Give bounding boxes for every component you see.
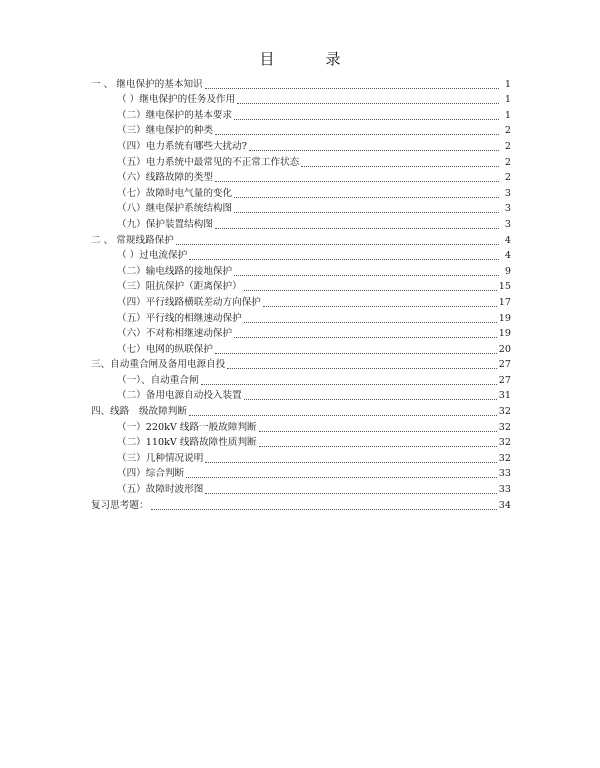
toc-entry-label: 一 、 继电保护的基本知识: [91, 78, 203, 90]
toc-entry-label: （二）110kV 线路故障性质判断: [117, 437, 257, 449]
toc-dot-leader: [227, 356, 496, 369]
toc-entry-label: （四）综合判断: [117, 468, 185, 480]
toc-subsection-entry: [91, 480, 511, 496]
toc-subsection-entry: [91, 434, 511, 450]
toc-entry-label: （七）电网的纵联保护: [117, 343, 213, 355]
toc-entry-page-number: 4: [504, 234, 511, 246]
toc-subsection-entry: [91, 371, 511, 387]
toc-entry-page-number: 1: [504, 78, 511, 90]
toc-dot-leader: [186, 465, 497, 478]
toc-entry-label: （ ）过电流保护: [117, 250, 188, 262]
toc-entry-label: （六）线路故障的类型: [117, 172, 213, 184]
toc-dot-leader: [189, 403, 497, 416]
toc-entry-page-number: 32: [498, 421, 511, 433]
toc-subsection-entry: [91, 122, 511, 138]
toc-dot-leader: [263, 294, 497, 307]
toc-subsection-entry: [91, 169, 511, 185]
toc-entry-page-number: 2: [504, 125, 511, 137]
toc-subsection-entry: [91, 153, 511, 169]
toc-entry-page-number: 2: [504, 172, 511, 184]
toc-dot-leader: [234, 107, 499, 120]
toc-subsection-entry: [91, 215, 511, 231]
toc-entry-label: （一）220kV 线路一般故障判断: [117, 421, 257, 433]
toc-entry-label: （三）继电保护的种类: [117, 125, 213, 137]
toc-entry-page-number: 33: [498, 484, 511, 496]
toc-dot-leader: [205, 450, 496, 463]
toc-entry-label: （一）、自动重合闸: [117, 374, 199, 386]
toc-dot-leader: [189, 247, 499, 260]
toc-entry-label: （三）几种情况说明: [117, 452, 204, 464]
toc-subsection-entry: [91, 340, 511, 356]
toc-entry-label: （二）备用电源自动投入装置: [117, 390, 242, 402]
toc-entry-label: （四）平行线路横联差动方向保护: [117, 296, 261, 308]
toc-dot-leader: [215, 216, 499, 229]
toc-entry-page-number: 2: [504, 156, 511, 168]
toc-entry-page-number: 3: [504, 187, 511, 199]
toc-entry-page-number: 32: [498, 406, 511, 418]
toc-subsection-entry: [91, 325, 511, 341]
toc-subsection-entry: [91, 137, 511, 153]
toc-section-entry: [91, 231, 511, 247]
toc-entry-page-number: 31: [498, 390, 511, 402]
toc-subsection-entry: [91, 449, 511, 465]
toc-entry-label: 复习思考题：: [91, 499, 149, 511]
toc-entry-label: （七）故障时电气量的变化: [117, 187, 233, 199]
toc-subsection-entry: [91, 184, 511, 200]
toc-entry-page-number: 2: [504, 140, 511, 152]
toc-dot-leader: [205, 76, 499, 89]
toc-subsection-entry: [91, 106, 511, 122]
toc-subsection-entry: [91, 262, 511, 278]
toc-entry-page-number: 20: [498, 343, 511, 355]
toc-dot-leader: [249, 138, 499, 151]
toc-dot-leader: [259, 419, 497, 432]
toc-subsection-entry: [91, 465, 511, 481]
toc-subsection-entry: [91, 91, 511, 107]
toc-subsection-entry: [91, 418, 511, 434]
table-of-contents: [91, 75, 511, 512]
toc-entry-label: （五）电力系统中最常见的不正常工作状态: [117, 156, 300, 168]
toc-dot-leader: [215, 341, 497, 354]
toc-dot-leader: [176, 232, 499, 245]
toc-entry-label: （九）保护装置结构图: [117, 218, 213, 230]
toc-dot-leader: [151, 497, 497, 510]
toc-entry-label: 三、自动重合闸及备用电源自投: [91, 359, 226, 371]
toc-entry-label: （三）阻抗保护（距离保护）: [117, 281, 242, 293]
toc-entry-page-number: 27: [498, 374, 511, 386]
toc-entry-label: 二 、 常规线路保护: [91, 234, 174, 246]
toc-dot-leader: [244, 310, 497, 323]
toc-dot-leader: [234, 263, 499, 276]
toc-dot-leader: [234, 185, 499, 198]
toc-dot-leader: [201, 372, 497, 385]
toc-subsection-entry: [91, 293, 511, 309]
toc-entry-label: 四、线路 级故障判断: [91, 406, 187, 418]
toc-subsection-entry: [91, 387, 511, 403]
toc-entry-label: （二）输电线路的接地保护: [117, 265, 233, 277]
toc-entry-page-number: 19: [498, 312, 511, 324]
toc-dot-leader: [234, 200, 499, 213]
toc-entry-page-number: 32: [498, 437, 511, 449]
toc-entry-page-number: 34: [498, 499, 511, 511]
toc-dot-leader: [215, 122, 499, 135]
toc-entry-label: （五）平行线的相继速动保护: [117, 312, 242, 324]
toc-dot-leader: [205, 481, 496, 494]
toc-entry-label: （六）不对称相继速动保护: [117, 328, 233, 340]
toc-entry-page-number: 9: [504, 265, 511, 277]
toc-dot-leader: [259, 434, 497, 447]
toc-entry-page-number: 32: [498, 452, 511, 464]
toc-entry-label: （ ）继电保护的任务及作用: [117, 94, 236, 106]
page-title: 目 录: [259, 50, 359, 68]
toc-dot-leader: [237, 91, 499, 104]
toc-section-entry: [91, 496, 511, 512]
toc-entry-page-number: 17: [498, 296, 511, 308]
toc-dot-leader: [244, 278, 497, 291]
toc-dot-leader: [215, 169, 499, 182]
toc-subsection-entry: [91, 278, 511, 294]
toc-entry-page-number: 27: [498, 359, 511, 371]
toc-entry-page-number: 4: [504, 250, 511, 262]
toc-entry-page-number: 3: [504, 218, 511, 230]
toc-entry-page-number: 15: [498, 281, 511, 293]
toc-dot-leader: [234, 325, 497, 338]
toc-entry-page-number: 33: [498, 468, 511, 480]
toc-dot-leader: [301, 154, 499, 167]
toc-entry-page-number: 1: [504, 109, 511, 121]
toc-dot-leader: [244, 387, 497, 400]
toc-entry-label: （八）继电保护系统结构图: [117, 203, 233, 215]
toc-entry-label: （二）继电保护的基本要求: [117, 109, 233, 121]
toc-entry-page-number: 19: [498, 328, 511, 340]
toc-subsection-entry: [91, 309, 511, 325]
toc-subsection-entry: [91, 247, 511, 263]
toc-entry-label: （五）故障时波形图: [117, 484, 204, 496]
toc-entry-label: （四）电力系统有哪些大扰动?: [117, 140, 247, 152]
toc-subsection-entry: [91, 200, 511, 216]
toc-entry-page-number: 3: [504, 203, 511, 215]
toc-section-entry: [91, 402, 511, 418]
toc-section-entry: [91, 75, 511, 91]
toc-entry-page-number: 1: [504, 94, 511, 106]
toc-section-entry: [91, 356, 511, 372]
